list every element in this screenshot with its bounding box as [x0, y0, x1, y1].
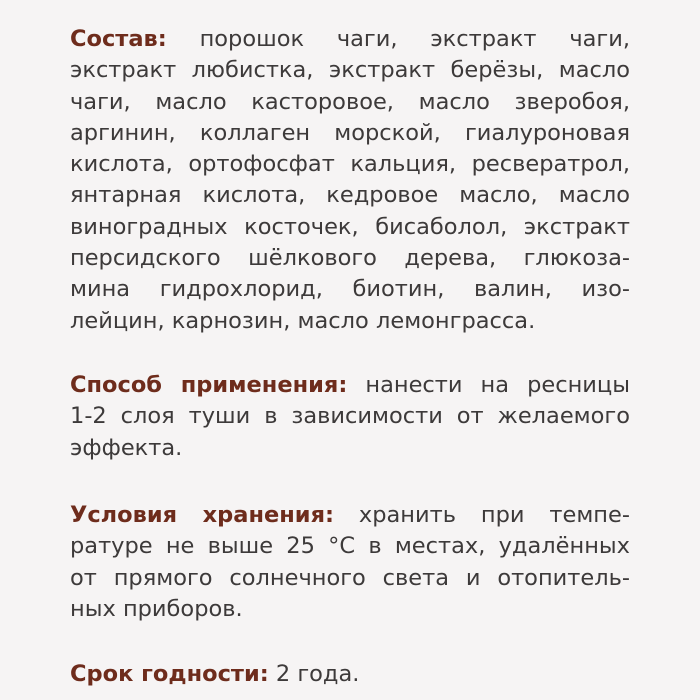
shelf-life-heading: Срок годности:	[70, 661, 269, 687]
composition-line: кислота, ортофосфат кальция, ресвератрол,	[70, 151, 630, 178]
shelf-life-line	[70, 659, 630, 690]
storage-heading: Условия хранения:	[70, 502, 335, 528]
composition-line: лейцин, карнозин, масло лемонграсса.	[70, 307, 536, 334]
shelf-life-value: 2 года.	[268, 661, 360, 687]
usage-heading: Способ применения:	[70, 372, 348, 398]
storage-text: хранить при темпе-	[334, 502, 630, 528]
storage-line: от прямого солнечного света и отопитель-	[70, 564, 630, 591]
composition-heading: Состав:	[70, 26, 167, 52]
composition-line: аргинин, коллаген морской, гиалуроновая	[70, 119, 630, 146]
usage-text: нанести на ресницы	[347, 372, 630, 398]
storage-line: ных приборов.	[70, 595, 243, 622]
composition-line: персидского шёлкового дерева, глюкоза-	[70, 245, 630, 272]
storage-section	[70, 500, 630, 625]
composition-line: виноградных косточек, бисаболол, экстракт	[70, 213, 630, 240]
storage-line	[70, 500, 630, 531]
composition-line	[70, 24, 630, 55]
composition-text: порошок чаги, экстракт чаги,	[166, 26, 630, 52]
usage-section	[70, 370, 630, 464]
composition-section	[70, 24, 630, 337]
composition-line: экстракт любистка, экстракт берёзы, масло	[70, 57, 630, 84]
composition-line: мина гидрохлорид, биотин, валин, изо-	[70, 276, 630, 303]
usage-line	[70, 370, 630, 401]
storage-line: ратуре не выше 25 °С в местах, удалённых	[70, 533, 630, 560]
shelf-life-section	[70, 659, 630, 690]
usage-line: 1-2 слоя туши в зависимости от желаемого	[70, 403, 630, 430]
composition-line: янтарная кислота, кедровое масло, масло	[70, 182, 630, 209]
composition-line: чаги, масло касторовое, масло зверобоя,	[70, 88, 630, 115]
usage-line: эффекта.	[70, 434, 183, 461]
